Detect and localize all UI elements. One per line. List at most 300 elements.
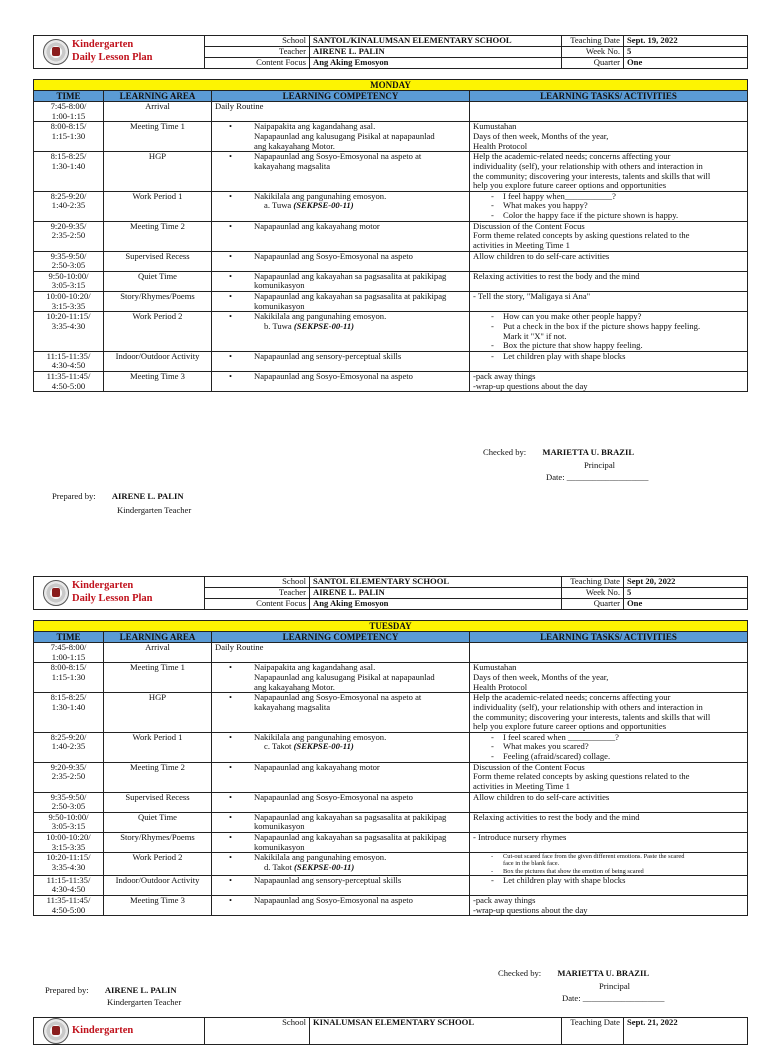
principal-date: Date: ___________________ (562, 993, 665, 1003)
competency-line: • Napapaunlad ang kakayahang motor (224, 222, 466, 232)
time-pm: 1:30-1:40 (51, 160, 86, 171)
competency-line: Napapaunlad ang kalusugang Pisikal at napapaunlad (254, 131, 435, 142)
time-am: 11:15-11:35/ (46, 874, 91, 885)
competency-line: • Napapaunlad ang Sosyo-Emosyonal na aspeto at (224, 152, 466, 162)
header-brand (34, 36, 205, 69)
teacher-name: AIRENE L. PALIN (104, 985, 177, 995)
time-cell (34, 292, 104, 312)
tuesday-plan-table (33, 620, 748, 916)
time-cell (34, 833, 104, 853)
time-am: 10:00-10:20/ (46, 291, 91, 302)
time-am: 8:00-8:15/ (50, 121, 87, 132)
brand-line2: Daily Lesson Plan (72, 593, 153, 604)
teacher-title: Kindergarten Teacher (107, 997, 182, 1007)
plan-row (34, 292, 748, 312)
day-banner: MONDAY (34, 80, 748, 91)
competency-line: • Nakikilala ang pangunahing emosyon. (224, 853, 466, 863)
learning-area-cell: Indoor/Outdoor Activity (104, 351, 212, 371)
tasks-cell (470, 372, 748, 392)
tasks-cell (470, 152, 748, 192)
competency-line: komunikasyon (254, 300, 305, 311)
teaching-date-label: Teaching Date (562, 36, 624, 47)
task-line: the community; discovering your interests, talents and skills that will (473, 170, 711, 181)
learning-area-cell: Meeting Time 3 (104, 896, 212, 916)
time-cell (34, 372, 104, 392)
tasks-cell (470, 191, 748, 221)
competency-line: • Naipapakita ang kagandahang asal. (224, 122, 466, 132)
plan-row (34, 693, 748, 733)
task-line: individuality (self), your relationship with others and interaction in (473, 160, 703, 171)
learning-area-cell: HGP (104, 693, 212, 733)
task-line: - What makes you scared? (473, 742, 744, 752)
task-line: Allow children to do self-care activities (473, 791, 610, 802)
competency-code: (SEKPSE-00-11) (293, 741, 354, 752)
time-cell (34, 221, 104, 251)
competency-line: • Nakikilala ang pangunahing emosyon. (224, 312, 466, 322)
learning-area-cell: Work Period 1 (104, 191, 212, 221)
time-cell (34, 643, 104, 663)
deped-seal-icon (43, 39, 69, 65)
task-line: - How can you make other people happy? (473, 312, 744, 322)
monday-plan-table (33, 79, 748, 392)
learning-area-cell: Arrival (104, 102, 212, 122)
time-pm: 1:30-1:40 (51, 701, 86, 712)
competency-cell (212, 732, 470, 762)
time-cell (34, 896, 104, 916)
task-line: Days of then week, Months of the year, (473, 672, 609, 683)
competency-line: • Nakikilala ang pangunahing emosyon. (224, 733, 466, 743)
competency-cell (212, 643, 470, 663)
time-am: 7:45-8:00/ (50, 642, 87, 653)
time-pm: 4:50-5:00 (51, 904, 86, 915)
deped-seal-icon (43, 580, 69, 606)
time-pm: 3:05-3:15 (51, 821, 86, 832)
competency-line: • Napapaunlad ang Sosyo-Emosyonal na aspeto (224, 896, 466, 906)
competency-line: • Napapaunlad ang sensory-perceptual skills (224, 352, 466, 362)
plan-row (34, 812, 748, 832)
competency-line: • Napapaunlad ang Sosyo-Emosyonal na aspeto (224, 252, 466, 262)
emotion-label: b. Tuwa (264, 320, 292, 331)
competency-line: Daily Routine (215, 101, 264, 112)
time-cell (34, 251, 104, 271)
plan-row (34, 312, 748, 352)
competency-line: komunikasyon (254, 280, 305, 291)
task-line: Days of then week, Months of the year, (473, 131, 609, 142)
time-cell (34, 732, 104, 762)
learning-area-cell: Meeting Time 3 (104, 372, 212, 392)
emotion-label: a. Tuwa (264, 200, 292, 211)
time-am: 9:20-9:35/ (50, 220, 87, 231)
teacher-label: Teacher (205, 588, 310, 599)
plan-row (34, 152, 748, 192)
time-pm: 4:50-5:00 (51, 380, 86, 391)
week-label: Week No. (562, 588, 624, 599)
plan-row (34, 732, 748, 762)
school-value: SANTOL/KINALUMSAN ELEMENTARY SCHOOL (310, 36, 562, 47)
time-am: 11:35-11:45/ (46, 371, 91, 382)
time-pm: 1:00-1:15 (51, 110, 86, 121)
task-line: - Put a check in the box if the picture shows happy feeling. (473, 322, 744, 332)
competency-cell (212, 312, 470, 352)
time-pm: 3:35-4:30 (51, 320, 86, 331)
competency-line: komunikasyon (254, 821, 305, 832)
learning-area-cell: Meeting Time 1 (104, 663, 212, 693)
teaching-date-label: Teaching Date (562, 1018, 624, 1045)
tuesday-plan (33, 620, 748, 916)
time-am: 9:50-10:00/ (48, 270, 89, 281)
task-line: individuality (self), your relationship with others and interaction in (473, 701, 703, 712)
competency-code: (SEKPSE-00-11) (293, 200, 354, 211)
brand-line1: Kindergarten (72, 1024, 134, 1036)
time-am: 7:45-8:00/ (50, 101, 87, 112)
quarter-label: Quarter (562, 58, 624, 69)
teaching-date-value: Sept. 21, 2022 (624, 1018, 748, 1045)
tasks-cell (470, 251, 748, 271)
tasks-cell (470, 221, 748, 251)
week-label: Week No. (562, 47, 624, 58)
area-column-header: LEARNING AREA (104, 632, 212, 643)
competency-column-header: LEARNING COMPETENCY (212, 632, 470, 643)
competency-column-header: LEARNING COMPETENCY (212, 91, 470, 102)
time-column-header: TIME (34, 632, 104, 643)
task-line: Relaxing activities to rest the body and the mind (473, 811, 640, 822)
time-am: 8:25-9:20/ (50, 190, 87, 201)
tasks-cell (470, 663, 748, 693)
brand-line1: Kindergarten (72, 580, 134, 592)
time-cell (34, 792, 104, 812)
teacher-value: AIRENE L. PALIN (310, 588, 562, 599)
competency-code: (SEKPSE-00-11) (294, 861, 355, 872)
task-line: - I feel happy when___________? (473, 192, 744, 202)
task-line: Form theme related concepts by asking questions related to the (473, 771, 690, 782)
content-focus-label: Content Focus (205, 599, 310, 610)
learning-area-cell: Work Period 1 (104, 732, 212, 762)
teacher-value: AIRENE L. PALIN (310, 47, 562, 58)
quarter-label: Quarter (562, 599, 624, 610)
time-pm: 2:50-3:05 (51, 260, 86, 271)
task-line: - Feeling (afraid/scared) collage. (473, 752, 744, 762)
tasks-cell (470, 271, 748, 291)
time-pm: 4:30-4:50 (51, 360, 86, 371)
time-pm: 1:40-2:35 (51, 741, 86, 752)
task-line: activities in Meeting Time 1 (473, 780, 570, 791)
plan-row (34, 191, 748, 221)
plan-row (34, 351, 748, 371)
time-am: 8:15-8:25/ (50, 692, 87, 703)
task-line: help you explore future career options and opportunities (473, 721, 667, 732)
prepared-by-label: Prepared by: (45, 985, 89, 995)
time-cell (34, 122, 104, 152)
teacher-title: Kindergarten Teacher (117, 505, 192, 515)
teaching-date-value: Sept. 19, 2022 (624, 36, 748, 47)
competency-cell (212, 372, 470, 392)
time-am: 11:35-11:45/ (46, 895, 91, 906)
time-pm: 3:15-3:35 (51, 300, 86, 311)
competency-line: kakayahang magsalita (254, 160, 331, 171)
principal-date: Date: ___________________ (546, 472, 649, 482)
competency-line: Daily Routine (215, 642, 264, 653)
header-brand (34, 1018, 205, 1045)
task-line: - Let children play with shape blocks (473, 352, 744, 362)
school-label: School (205, 577, 310, 588)
tasks-cell (470, 122, 748, 152)
tasks-cell (470, 351, 748, 371)
week-value: 5 (624, 588, 748, 599)
time-am: 10:00-10:20/ (46, 832, 91, 843)
plan-row (34, 896, 748, 916)
competency-line: • Napapaunlad ang sensory-perceptual skills (224, 876, 466, 886)
time-pm: 3:05-3:15 (51, 280, 86, 291)
school-label: School (205, 1018, 310, 1045)
task-line: - Introduce nursery rhymes (473, 832, 567, 843)
learning-area-cell: Supervised Recess (104, 792, 212, 812)
tasks-column-header: LEARNING TASKS/ ACTIVITIES (470, 91, 748, 102)
time-cell (34, 191, 104, 221)
task-line: - Color the happy face if the picture shown is happy. (473, 211, 744, 221)
task-line: -pack away things (473, 371, 536, 382)
time-pm: 4:30-4:50 (51, 884, 86, 895)
learning-area-cell: Quiet Time (104, 271, 212, 291)
learning-area-cell: Indoor/Outdoor Activity (104, 875, 212, 895)
competency-cell (212, 762, 470, 792)
learning-area-cell: Meeting Time 2 (104, 221, 212, 251)
tasks-column-header: LEARNING TASKS/ ACTIVITIES (470, 632, 748, 643)
competency-subitem (224, 322, 466, 332)
competency-line: ang kakayahang Motor. (254, 140, 335, 151)
area-column-header: LEARNING AREA (104, 91, 212, 102)
tasks-cell (470, 643, 748, 663)
competency-line: • Napapaunlad ang Sosyo-Emosyonal na aspeto at (224, 693, 466, 703)
time-am: 8:25-9:20/ (50, 731, 87, 742)
competency-line: kakayahang magsalita (254, 701, 331, 712)
monday-prepared-by (52, 491, 184, 501)
checked-by-label: Checked by: (483, 447, 527, 457)
competency-line: • Napapaunlad ang Sosyo-Emosyonal na aspeto (224, 793, 466, 803)
task-line: - Box the picture that show happy feeling. (473, 341, 744, 351)
task-line: - Cut-out scared face from the given different emotions. Paste the scared (473, 853, 744, 860)
plan-row (34, 853, 748, 876)
time-am: 10:20-11:15/ (46, 852, 91, 863)
tasks-cell (470, 812, 748, 832)
plan-row (34, 762, 748, 792)
time-am: 9:35-9:50/ (50, 250, 87, 261)
task-line: -wrap-up questions about the day (473, 380, 588, 391)
week-value: 5 (624, 47, 748, 58)
plan-row (34, 122, 748, 152)
competency-subitem (224, 863, 466, 873)
deped-seal-icon (43, 1018, 69, 1044)
school-label: School (205, 36, 310, 47)
school-value: KINALUMSAN ELEMENTARY SCHOOL (310, 1018, 562, 1045)
teacher-label: Teacher (205, 47, 310, 58)
plan-row (34, 792, 748, 812)
monday-header (33, 35, 748, 69)
brand-line1: Kindergarten (72, 39, 134, 51)
tasks-cell (470, 875, 748, 895)
tasks-cell (470, 833, 748, 853)
tuesday-checked-by (498, 968, 649, 978)
competency-subitem (224, 742, 466, 752)
tasks-cell (470, 792, 748, 812)
plan-row (34, 372, 748, 392)
teacher-name: AIRENE L. PALIN (111, 491, 184, 501)
competency-cell (212, 351, 470, 371)
principal-name: MARIETTA U. BRAZIL (542, 447, 635, 457)
plan-row (34, 271, 748, 291)
time-pm: 1:00-1:15 (51, 651, 86, 662)
principal-title: Principal (599, 981, 631, 991)
time-cell (34, 762, 104, 792)
time-pm: 1:15-1:30 (51, 131, 86, 142)
task-line: - Box the pictures that show the emotion of being scared (473, 868, 744, 875)
brand-line2: Daily Lesson Plan (72, 52, 153, 63)
task-line: Allow children to do self-care activities (473, 250, 610, 261)
plan-row (34, 663, 748, 693)
competency-cell (212, 663, 470, 693)
competency-cell (212, 896, 470, 916)
time-cell (34, 102, 104, 122)
competency-line: • Napapaunlad ang kakayahan sa pagsasalita at pakikipag (224, 272, 466, 282)
tasks-cell (470, 762, 748, 792)
time-am: 8:00-8:15/ (50, 662, 87, 673)
task-line: Discussion of the Content Focus (473, 220, 585, 231)
tasks-cell (470, 102, 748, 122)
task-line: Kumustahan (473, 662, 517, 673)
tasks-cell (470, 312, 748, 352)
competency-line: • Napapaunlad ang Sosyo-Emosyonal na aspeto (224, 372, 466, 382)
quarter-value: One (624, 599, 748, 610)
learning-area-cell: Arrival (104, 643, 212, 663)
time-cell (34, 663, 104, 693)
school-value: SANTOL ELEMENTARY SCHOOL (310, 577, 562, 588)
time-cell (34, 812, 104, 832)
time-pm: 3:15-3:35 (51, 841, 86, 852)
time-pm: 2:35-2:50 (51, 230, 86, 241)
competency-line: Napapaunlad ang kalusugang Pisikal at napapaunlad (254, 672, 435, 683)
task-line: face in the blank face. (503, 860, 560, 868)
content-focus-label: Content Focus (205, 58, 310, 69)
task-line: Help the academic-related needs; concerns affecting your (473, 692, 671, 703)
time-cell (34, 312, 104, 352)
prepared-by-label: Prepared by: (52, 491, 96, 501)
learning-area-cell: Work Period 2 (104, 312, 212, 352)
competency-cell (212, 833, 470, 853)
teaching-date-label: Teaching Date (562, 577, 624, 588)
learning-area-cell: Meeting Time 2 (104, 762, 212, 792)
task-line: -wrap-up questions about the day (473, 904, 588, 915)
plan-row (34, 251, 748, 271)
monday-checked-by (483, 447, 634, 457)
monday-plan (33, 79, 748, 392)
plan-row (34, 643, 748, 663)
learning-area-cell: Story/Rhymes/Poems (104, 833, 212, 853)
task-line: Discussion of the Content Focus (473, 761, 585, 772)
competency-line: • Napapaunlad ang kakayahang motor (224, 763, 466, 773)
wednesday-header (33, 1017, 748, 1045)
competency-line: • Napapaunlad ang kakayahan sa pagsasalita at pakikipag (224, 813, 466, 823)
competency-cell (212, 853, 470, 876)
competency-code: (SEKPSE-00-11) (293, 320, 355, 331)
task-line: help you explore future career options and opportunities (473, 180, 667, 191)
competency-cell (212, 221, 470, 251)
time-cell (34, 152, 104, 192)
plan-row (34, 102, 748, 122)
time-am: 10:20-11:15/ (46, 311, 91, 322)
time-cell (34, 693, 104, 733)
time-pm: 1:40-2:35 (51, 200, 86, 211)
task-line: the community; discovering your interests, talents and skills that will (473, 711, 711, 722)
competency-cell (212, 152, 470, 192)
tasks-cell (470, 693, 748, 733)
content-focus-value: Ang Aking Emosyon (310, 599, 562, 610)
task-line: - I feel scared when ___________? (473, 733, 744, 743)
time-am: 9:50-10:00/ (48, 811, 89, 822)
time-cell (34, 351, 104, 371)
competency-cell (212, 251, 470, 271)
competency-line: komunikasyon (254, 841, 305, 852)
teaching-date-value: Sept 20, 2022 (624, 577, 748, 588)
competency-subitem (224, 201, 466, 211)
content-focus-value: Ang Aking Emosyon (310, 58, 562, 69)
learning-area-cell: Supervised Recess (104, 251, 212, 271)
competency-cell (212, 122, 470, 152)
task-line: Kumustahan (473, 121, 517, 132)
competency-cell (212, 191, 470, 221)
competency-line: • Napapaunlad ang kakayahan sa pagsasalita at pakikipag (224, 833, 466, 843)
emotion-label: d. Takot (264, 861, 292, 872)
competency-cell (212, 792, 470, 812)
competency-cell (212, 875, 470, 895)
tasks-cell (470, 732, 748, 762)
competency-cell (212, 102, 470, 122)
time-pm: 2:50-3:05 (51, 801, 86, 812)
task-line: Help the academic-related needs; concerns affecting your (473, 151, 671, 162)
competency-line: • Napapaunlad ang kakayahan sa pagsasalita at pakikipag (224, 292, 466, 302)
learning-area-cell: Work Period 2 (104, 853, 212, 876)
tuesday-header (33, 576, 748, 610)
task-line: Relaxing activities to rest the body and the mind (473, 270, 640, 281)
tasks-cell (470, 292, 748, 312)
checked-by-label: Checked by: (498, 968, 542, 978)
task-line: Health Protocol (473, 681, 528, 692)
principal-name: MARIETTA U. BRAZIL (557, 968, 650, 978)
plan-row (34, 875, 748, 895)
competency-cell (212, 292, 470, 312)
principal-title: Principal (584, 460, 616, 470)
learning-area-cell: Story/Rhymes/Poems (104, 292, 212, 312)
plan-row (34, 221, 748, 251)
tasks-cell (470, 853, 748, 876)
time-cell (34, 875, 104, 895)
competency-cell (212, 812, 470, 832)
task-line: -pack away things (473, 895, 536, 906)
task-line: - Tell the story, "Maligaya si Ana" (473, 291, 591, 302)
time-am: 8:15-8:25/ (50, 151, 87, 162)
learning-area-cell: Meeting Time 1 (104, 122, 212, 152)
plan-row (34, 833, 748, 853)
competency-cell (212, 271, 470, 291)
day-banner: TUESDAY (34, 621, 748, 632)
learning-area-cell: Quiet Time (104, 812, 212, 832)
task-line: - What makes you happy? (473, 201, 744, 211)
time-pm: 2:35-2:50 (51, 771, 86, 782)
task-line: - Let children play with shape blocks (473, 876, 744, 886)
time-cell (34, 853, 104, 876)
time-column-header: TIME (34, 91, 104, 102)
emotion-label: c. Takot (264, 741, 292, 752)
learning-area-cell: HGP (104, 152, 212, 192)
time-am: 9:35-9:50/ (50, 791, 87, 802)
